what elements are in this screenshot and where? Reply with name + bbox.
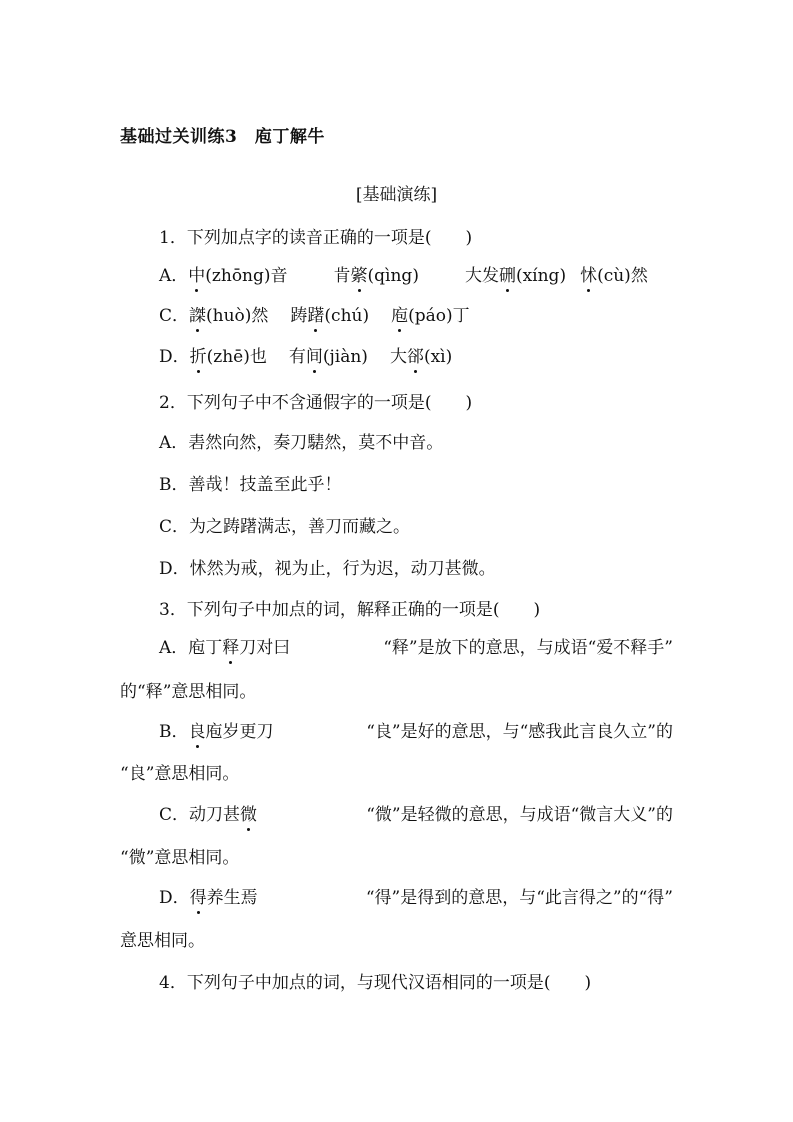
q3-stem: 3．下列句子中加点的词，解释正确的一项是( ): [159, 600, 541, 620]
q3-option-c-continued: “微”意思相同。: [120, 848, 240, 868]
dotted-char: 綮: [350, 266, 368, 286]
q3-option-d-continued: 意思相同。: [120, 931, 205, 951]
q3-option-a: A．庖丁释刀对曰 “释”是放下的意思，与成语“爱不释手”: [159, 638, 673, 658]
dotted-char: 良: [188, 722, 206, 742]
q1-option-d: D．折(zhē)也 有间(jiàn) 大郤(xì): [159, 347, 453, 367]
section-heading: [基础演练]: [355, 185, 438, 205]
dotted-char: 中: [188, 266, 206, 286]
q3-option-b: B．良庖岁更刀 “良”是好的意思，与“感我此言良久立”的: [159, 722, 673, 742]
q2-option-c: C．为之踌躇满志，善刀而藏之。: [159, 517, 411, 537]
dotted-char: 郤: [406, 347, 424, 367]
dotted-char: 硎: [498, 266, 516, 286]
dotted-char: 躇: [307, 306, 325, 326]
q3-option-b-continued: “良”意思相同。: [120, 764, 240, 784]
dotted-char: 謋: [189, 306, 207, 326]
dotted-char: 微: [240, 805, 258, 825]
q2-option-a: A．砉然向然，奏刀騞然，莫不中音。: [159, 433, 444, 453]
q4-stem: 4．下列句子中加点的词，与现代汉语相同的一项是( ): [159, 973, 592, 993]
dotted-char: 折: [189, 347, 207, 367]
q3-option-d: D．得养生焉 “得”是得到的意思，与“此言得之”的“得”: [159, 888, 673, 908]
q2-option-b: B．善哉！技盖至此乎！: [159, 475, 342, 495]
q1-stem: 1．下列加点字的读音正确的一项是( ): [159, 228, 473, 248]
dotted-char: 庖: [391, 306, 409, 326]
dotted-char: 间: [305, 347, 323, 367]
dotted-char: 怵: [580, 266, 598, 286]
q1-option-a: A．中(zhōng)音 肯綮(qìng) 大发硎(xíng) 怵(cù)然: [159, 266, 648, 286]
exercise-title: 基础过关训练3 庖丁解牛: [120, 127, 325, 147]
q2-stem: 2．下列句子中不含通假字的一项是( ): [159, 393, 473, 413]
q3-option-c: C．动刀甚微 “微”是轻微的意思，与成语“微言大义”的: [159, 805, 673, 825]
q3-option-a-continued: 的“释”意思相同。: [120, 682, 257, 702]
dotted-char: 得: [189, 888, 207, 908]
q2-option-d: D．怵然为戒，视为止，行为迟，动刀甚微。: [159, 559, 496, 579]
dotted-char: 释: [222, 638, 240, 658]
q1-option-c: C．謋(huò)然 踌躇(chú) 庖(páo)丁: [159, 306, 470, 326]
